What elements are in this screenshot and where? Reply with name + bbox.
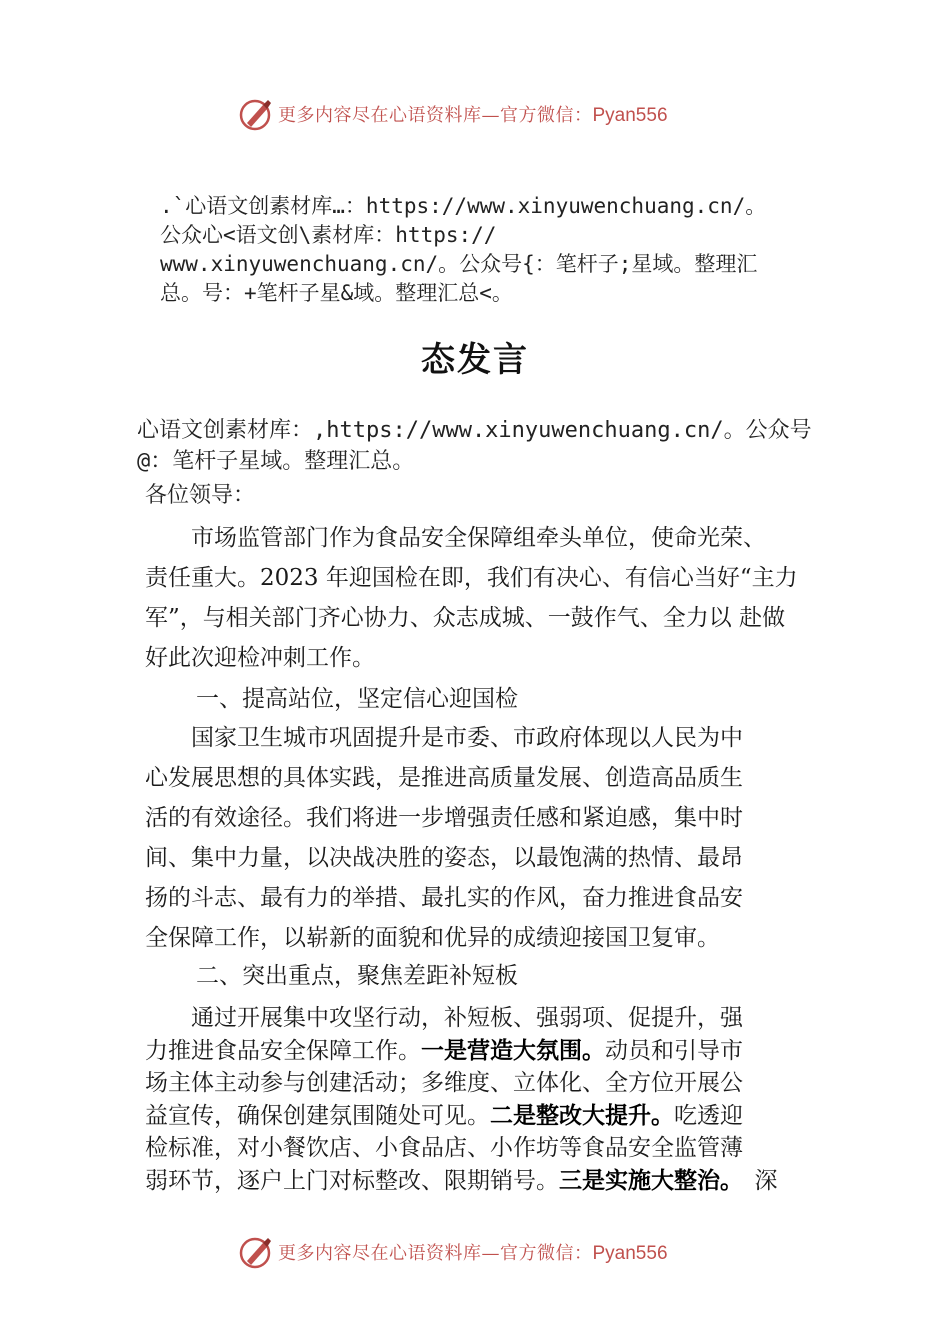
- paragraph-line: 军”，与相关部门齐心协力、众志成城、一鼓作气、全力以 赴做: [145, 605, 786, 631]
- header-banner: [0, 96, 950, 132]
- paragraph-line: 市场监管部门作为食品安全保障组牵头单位，使命光荣、: [145, 525, 766, 551]
- source-line-2: @：笔杆子星域。整理汇总。: [137, 449, 415, 474]
- paragraph-line: 国家卫生城市巩固提升是市委、市政府体现以人民为中: [145, 725, 743, 751]
- paragraph-line: 力推进食品安全保障工作。一是营造大氛围。动员和引导市: [145, 1037, 743, 1064]
- paragraph-line: 活的有效途径。我们将进一步增强责任感和紧迫感，集中时: [145, 805, 743, 831]
- paragraph-line: 益宣传，确保创建氛围随处可见。二是整改大提升。吃透迎: [145, 1102, 743, 1129]
- emphasis-text: 一是营造大氛围。: [421, 1037, 605, 1063]
- banner-text: 更多内容尽在心语资料库—官方微信：Pyan556: [278, 1243, 668, 1264]
- paragraph-line: 好此次迎检冲刺工作。: [145, 645, 375, 671]
- banner-text: 更多内容尽在心语资料库—官方微信：Pyan556: [278, 105, 668, 126]
- document-title: 态发言: [421, 340, 529, 380]
- paragraph-1: [145, 518, 825, 678]
- header-line: 总。号：+笔杆子星&域。整理汇总<。: [160, 281, 513, 305]
- paragraph-line: 间、集中力量，以决战决胜的姿态，以最饱满的热情、最昂: [145, 845, 743, 871]
- emphasis-text: 三是实施大整治。: [559, 1167, 732, 1193]
- section-heading-2: 二、突出重点，聚焦差距补短板: [196, 963, 518, 989]
- section-heading-1: 一、提高站位，坚定信心迎国检: [196, 686, 518, 712]
- watermark-header-block: [160, 192, 840, 308]
- footer-banner: [0, 1234, 950, 1270]
- paragraph-2: [145, 718, 825, 958]
- wechat-id: Pyan556: [592, 105, 668, 126]
- emphasis-text: 二是整改大提升。: [490, 1102, 674, 1128]
- header-line: 公众心<语文创\素材库：https://: [160, 223, 497, 247]
- paragraph-3: [145, 1002, 825, 1197]
- header-line: .`心语文创素材库…：https://www.xinyuwenchuang.cn/。: [160, 194, 767, 218]
- paragraph-line: 责任重大。2023 年迎国检在即，我们有决心、有信心当好“主力: [145, 565, 798, 591]
- paragraph-line: 通过开展集中攻坚行动，补短板、强弱项、促提升，强: [145, 1005, 743, 1031]
- paragraph-line: 心发展思想的具体实践，是推进高质量发展、创造高品质生: [145, 765, 743, 791]
- paragraph-line: 弱环节，逐户上门对标整改、限期销号。三是实施大整治。 深: [145, 1167, 778, 1194]
- pen-nib-icon: [238, 96, 274, 132]
- paragraph-line: 扬的斗志、最有力的举措、最扎实的作风，奋力推进食品安: [145, 885, 743, 911]
- paragraph-line: 检标准，对小餐饮店、小食品店、小作坊等食品安全监管薄: [145, 1135, 743, 1161]
- wechat-id: Pyan556: [592, 1243, 668, 1264]
- header-line: www.xinyuwenchuang.cn/。公众号{：笔杆子;星域。整理汇: [160, 252, 758, 276]
- source-line-1: 心语文创素材库：,https://www.xinyuwenchuang.cn/。公众号: [137, 418, 812, 443]
- greeting: 各位领导：: [145, 483, 256, 508]
- pen-nib-icon: [238, 1234, 274, 1270]
- paragraph-line: 全保障工作，以崭新的面貌和优异的成绩迎接国卫复审。: [145, 925, 720, 951]
- paragraph-line: 场主体主动参与创建活动；多维度、立体化、全方位开展公: [145, 1070, 743, 1096]
- source-line: [137, 415, 857, 477]
